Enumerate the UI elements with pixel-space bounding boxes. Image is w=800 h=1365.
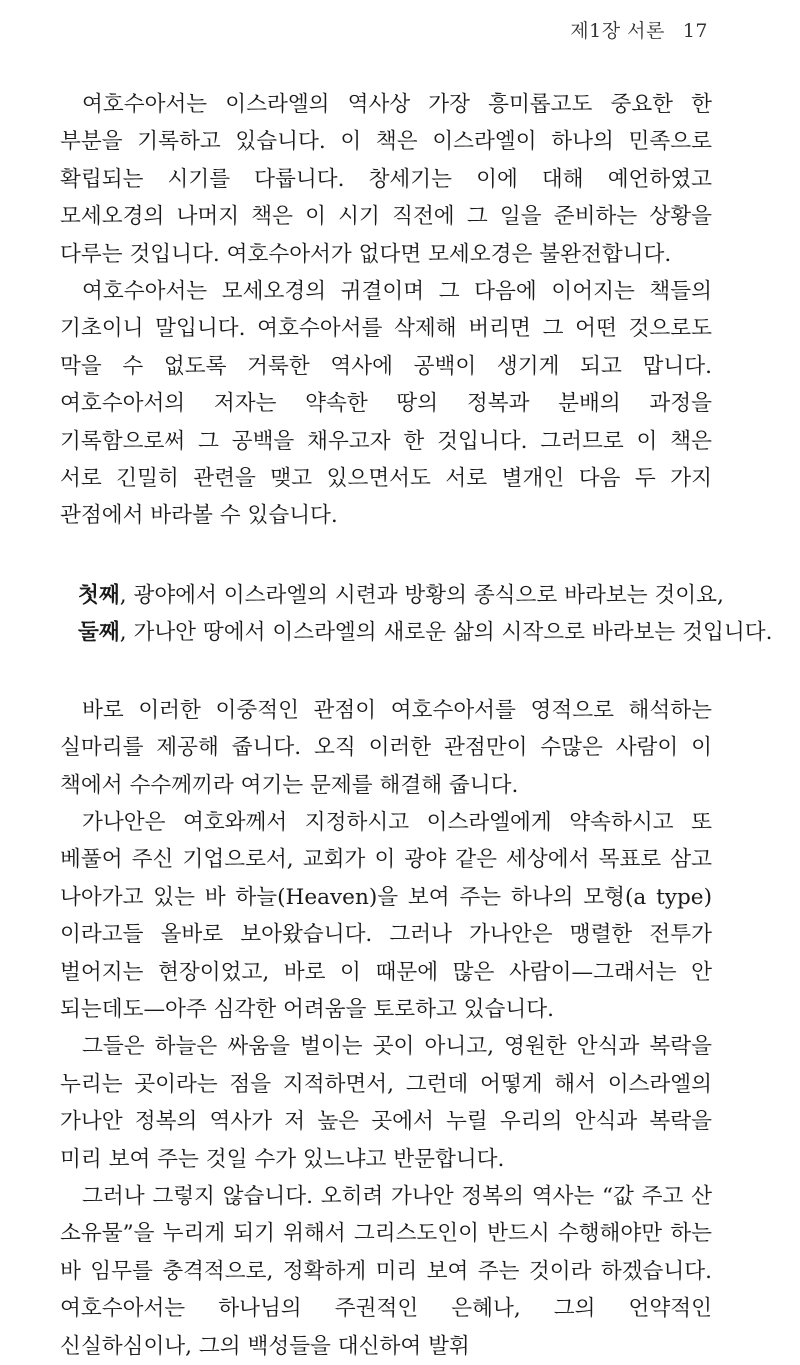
list-item-lead: 둘째 bbox=[78, 620, 120, 646]
paragraph: 여호수아서는 모세오경의 귀결이며 그 다음에 이어지는 책들의 기초이니 말입니다. 여호수아서를 삭제해 버리면 그 어떤 것으로도 막을 수 없도록 거룩한 역사에 공백이 생기게 되고 맙니다. 여호수아서의 저자는 약속한 땅의 정복과 분배의 과정을 기록함으로써 그 공백을 채우고자 한 것입니다. 그러므로 이 책은 서로 긴밀히 관련을 맺고 있으면서도 서로 별개인 다음 두 가지 관점에서 바라볼 수 있습니다. bbox=[60, 279, 712, 529]
running-header bbox=[570, 16, 708, 43]
chapter-title: 제1장 서론 bbox=[570, 20, 665, 42]
paragraph: 가나안은 여호와께서 지정하시고 이스라엘에게 약속하시고 또 베풀어 주신 기업으로서, 교회가 이 광야 같은 세상에서 목표로 삼고 나아가고 있는 바 하늘(Heaven)을 보여 주는 하나의 모형(a type)이라고들 올바로 보아왔습니다. 그러나 가나안은 맹렬한 전투가 벌어지는 현장이었고, 바로 이 때문에 많은 사람이—그래서는 안 되는데도—아주 심각한 어려움을 토로하고 있습니다. bbox=[60, 809, 712, 1022]
paragraph: 여호수아서는 이스라엘의 역사상 가장 흥미롭고도 중요한 한 부분을 기록하고 있습니다. 이 책은 이스라엘이 하나의 민족으로 확립되는 시기를 다룹니다. 창세기는 이에 대해 예언하였고 모세오경의 나머지 책은 이 시기 직전에 그 일을 준비하는 상황을 다루는 것입니다. 여호수아서가 없다면 모세오경은 불완전합니다. bbox=[60, 92, 712, 267]
list-item-lead: 첫째 bbox=[78, 582, 120, 608]
perspective-list bbox=[60, 577, 773, 652]
body-text bbox=[60, 86, 773, 1365]
paragraph: 그러나 그렇지 않습니다. 오히려 가나안 정복의 역사는 “값 주고 산 소유물”을 누리게 되기 위해서 그리스도인이 반드시 수행해야만 하는 바 임무를 충격적으로, 정확하게 미리 보여 주는 것이라 하겠습니다. 여호수아서는 하나님의 주권적인 은혜나, 그의 언약적인 신실하심이나, 그의 백성들을 대신하여 발휘 bbox=[60, 1183, 712, 1359]
list-item bbox=[60, 614, 773, 651]
paragraph: 그들은 하늘은 싸움을 벌이는 곳이 아니고, 영원한 안식과 복락을 누리는 곳이라는 점을 지적하면서, 그런데 어떻게 해서 이스라엘의 가나안 정복의 역사가 저 높은 곳에서 누릴 우리의 안식과 복락을 미리 보여 주는 것일 수가 있느냐고 반문합니다. bbox=[60, 1034, 712, 1172]
list-item-text: , 광야에서 이스라엘의 시련과 방황의 종식으로 바라보는 것이요, bbox=[119, 582, 724, 608]
paragraph: 바로 이러한 이중적인 관점이 여호수아서를 영적으로 해석하는 실마리를 제공해 줍니다. 오직 이러한 관점만이 수많은 사람이 이 책에서 수수께끼라 여기는 문제를 해결해 줍니다. bbox=[60, 697, 712, 798]
page-number: 17 bbox=[682, 20, 708, 42]
list-item-text: , 가나안 땅에서 이스라엘의 새로운 삶의 시작으로 바라보는 것입니다. bbox=[119, 620, 773, 646]
list-item bbox=[60, 577, 724, 614]
